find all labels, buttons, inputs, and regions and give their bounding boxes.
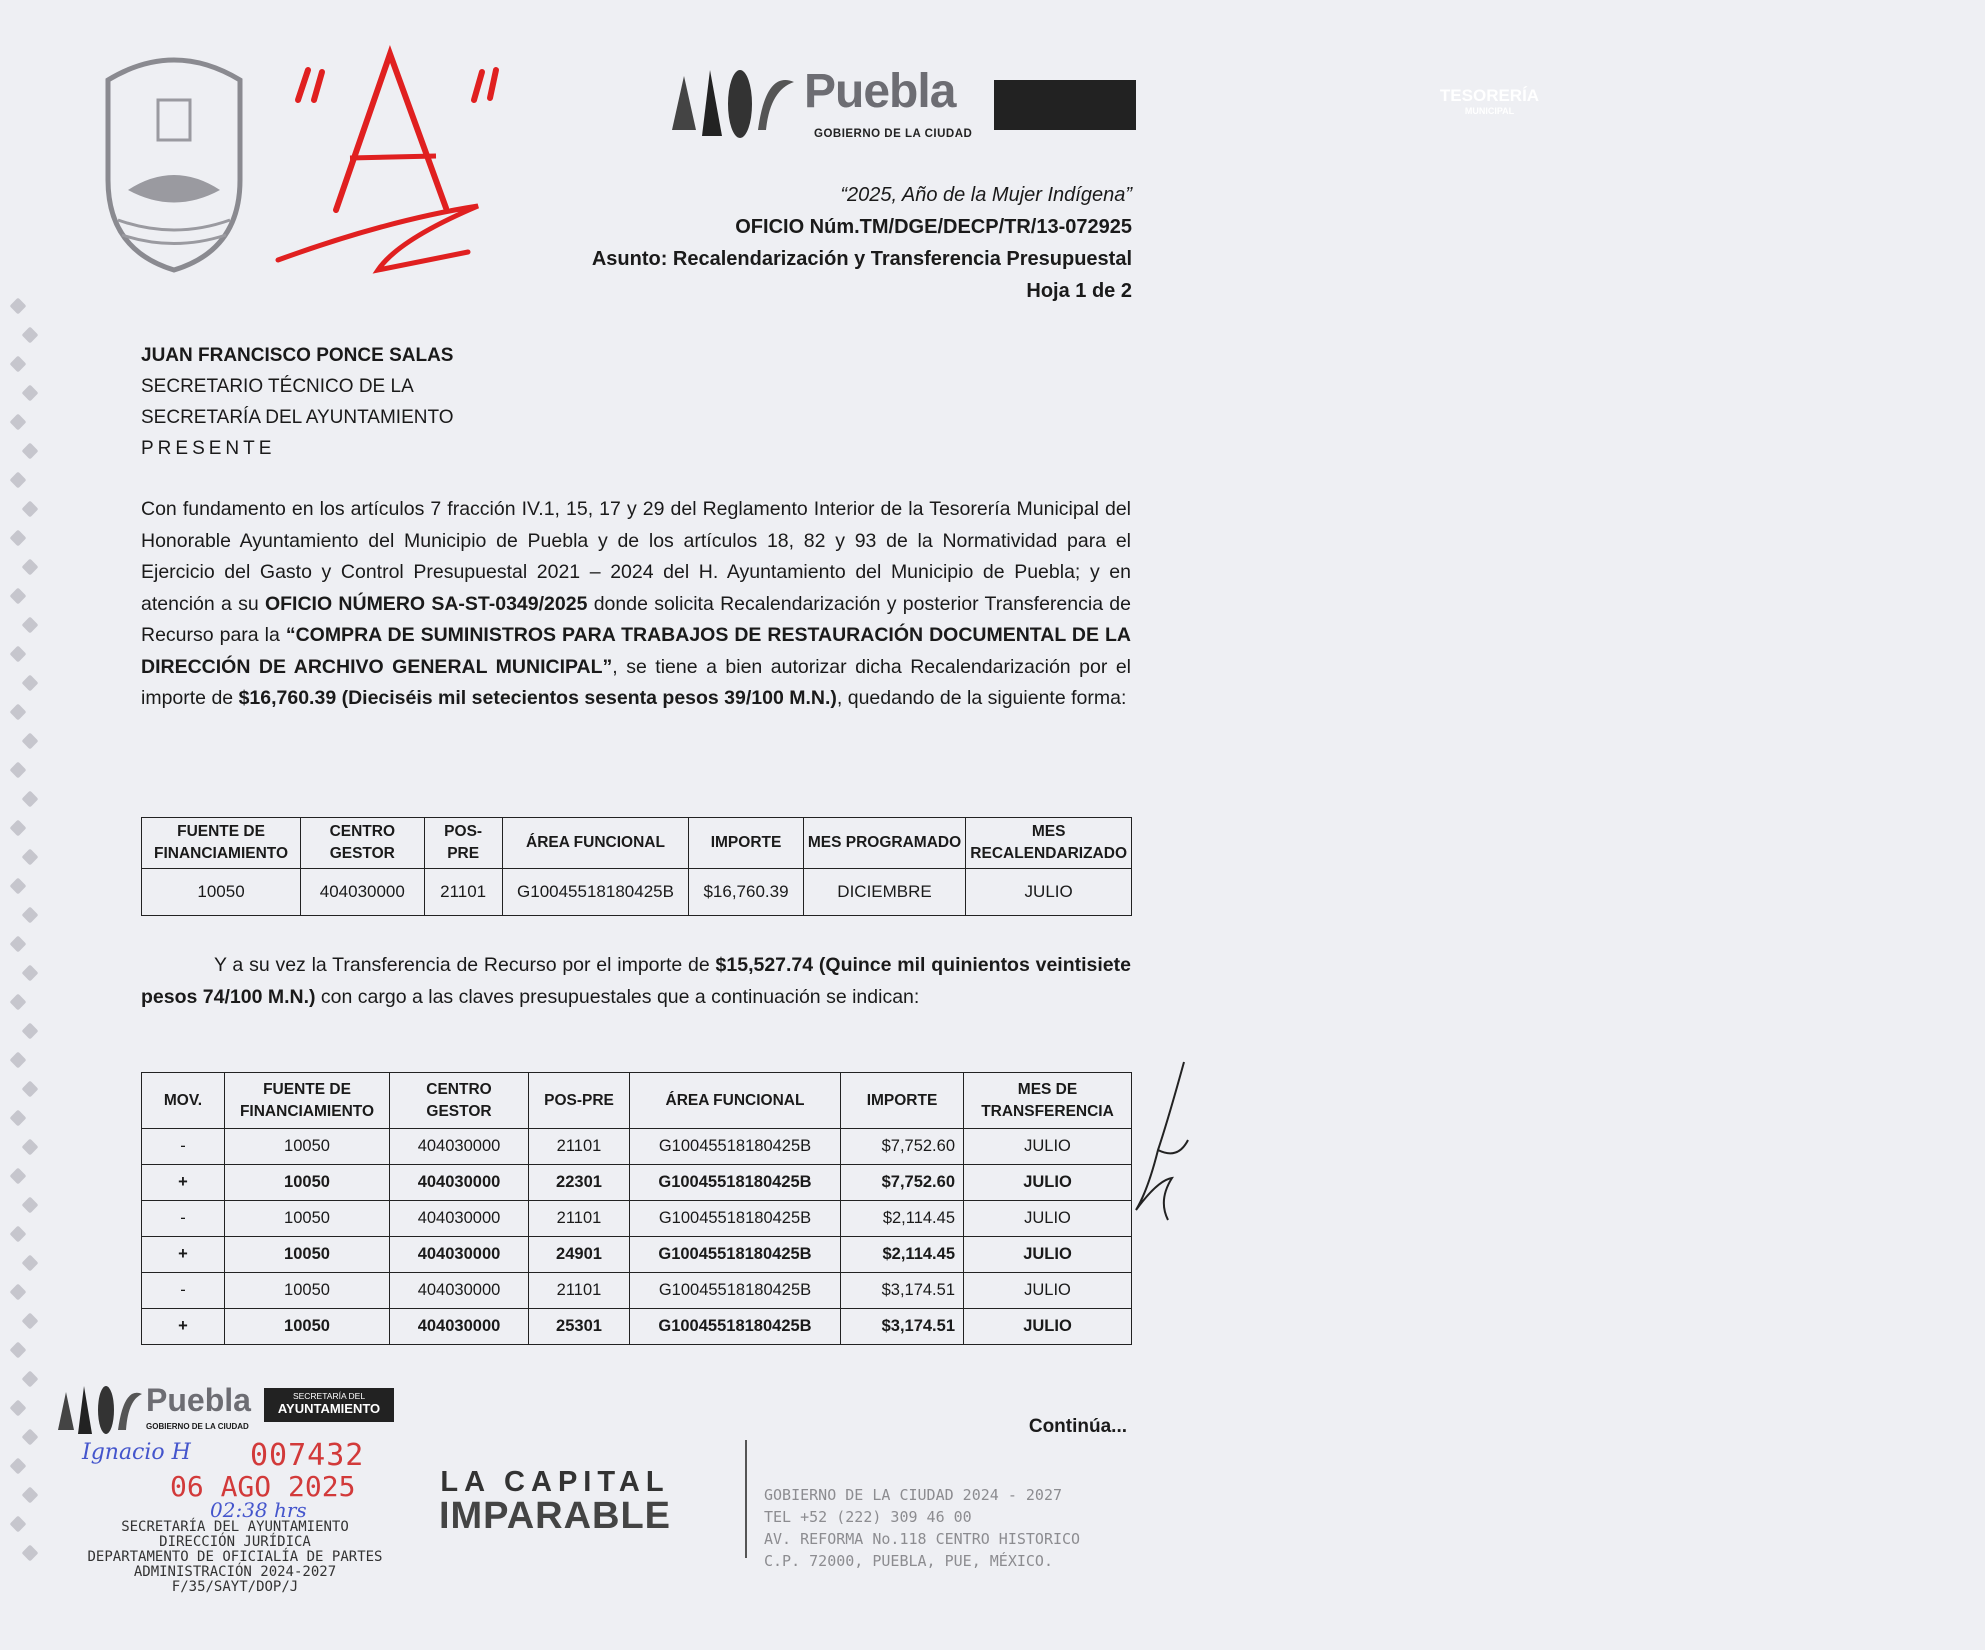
perforation-mark: [10, 1168, 27, 1185]
contact-block: [764, 1484, 1080, 1572]
logo-box: [994, 80, 1540, 130]
presente: PRESENTE: [141, 438, 276, 459]
stamp-text: [40, 1520, 430, 1595]
logo-box-subtitle: MUNICIPAL: [1464, 106, 1515, 116]
perforation-mark: [22, 965, 39, 982]
perforation-mark: [10, 1226, 27, 1243]
cell: $3,174.51: [841, 1273, 964, 1309]
cell: 21101: [529, 1273, 630, 1309]
perforation-mark: [10, 762, 27, 779]
stamp-line: DEPARTAMENTO DE OFICIALÍA DE PARTES: [87, 1549, 383, 1565]
signature-icon: [1128, 1060, 1198, 1230]
table-row: [142, 1273, 1132, 1309]
stamp-initials: Ignacio H: [82, 1440, 191, 1465]
cell: +: [142, 1165, 225, 1201]
col-area: ÁREA FUNCIONAL: [502, 818, 689, 869]
addressee-block: [141, 340, 454, 464]
perforation-mark: [22, 385, 39, 402]
motto: “2025, Año de la Mujer Indígena”: [840, 184, 1132, 206]
ay-box-line1: SECRETARÍA DEL: [292, 1391, 366, 1401]
p1-amount: $16,760.39 (Dieciséis mil setecientos sesenta pesos 39/100 M.N.): [238, 687, 837, 709]
p1-text-a: Con fundamento en los artículos 7 fracción IV.1, 15, 17 y 29 del Reglamento Interior de la Tesorería Municipal del Honorable Ayuntamiento del Municipio de Puebla y de los artículos 18, 82 y 93 de la Normatividad para el Ejercicio del Gasto y Control Presupuestal 2021 – 2024 del H. Ayuntamiento del Municipio de Puebla; y en atención a su: [141, 498, 1131, 615]
table-row: [142, 1165, 1132, 1201]
col-centro: CENTRO GESTOR: [390, 1073, 529, 1129]
col-mov: MOV.: [142, 1073, 225, 1129]
oficio-number: OFICIO Núm.TM/DGE/DECP/TR/13-072925: [735, 216, 1132, 238]
cell: 404030000: [390, 1309, 529, 1345]
col-fuente: FUENTE DE FINANCIAMIENTO: [142, 818, 301, 869]
cell: 404030000: [301, 869, 424, 916]
stamp-line: ADMINISTRACIÓN 2024-2027: [133, 1564, 337, 1580]
body-paragraph-2: [141, 950, 1131, 1013]
recalendarization-table: [141, 817, 1132, 916]
perforation-mark: [22, 1313, 39, 1330]
cell: $16,760.39: [689, 869, 804, 916]
perforation-mark: [10, 646, 27, 663]
perforation-mark: [22, 849, 39, 866]
cell: G10045518180425B: [630, 1129, 841, 1165]
perforation-mark: [10, 298, 27, 315]
puebla-crest-icon: [88, 40, 260, 276]
cell: DICIEMBRE: [803, 869, 966, 916]
cell: JULIO: [964, 1309, 1132, 1345]
perforation-mark: [10, 1458, 27, 1475]
stamp-time: 02:38 hrs: [210, 1498, 307, 1522]
perforation-mark: [22, 733, 39, 750]
perforation-mark: [10, 1516, 27, 1533]
cell: G10045518180425B: [630, 1201, 841, 1237]
cell: $2,114.45: [841, 1237, 964, 1273]
col-importe: IMPORTE: [689, 818, 804, 869]
col-mes-prog: MES PROGRAMADO: [803, 818, 966, 869]
perforation-mark: [22, 1255, 39, 1272]
perforation-mark: [10, 820, 27, 837]
cell: $2,114.45: [841, 1201, 964, 1237]
table-header-row: [142, 818, 1132, 869]
cell: -: [142, 1201, 225, 1237]
perforation-mark: [22, 675, 39, 692]
cell: 24901: [529, 1237, 630, 1273]
cell: JULIO: [964, 1129, 1132, 1165]
cell: G10045518180425B: [630, 1165, 841, 1201]
cell: $7,752.60: [841, 1129, 964, 1165]
table-header-row: [142, 1073, 1132, 1129]
addressee-title-1: SECRETARIO TÉCNICO DE LA: [141, 376, 414, 397]
cell: 10050: [225, 1165, 390, 1201]
cell: +: [142, 1309, 225, 1345]
cell: +: [142, 1237, 225, 1273]
table-row: [142, 1237, 1132, 1273]
p1-text-e: , se tiene a bien autorizar dicha Recalendarización por el importe de: [141, 655, 1131, 709]
p1-purpose: “COMPRA DE SUMINISTROS PARA TRABAJOS DE RESTAURACIÓN DOCUMENTAL DE LA DIRECCIÓN DE ARCHIVO GENERAL MUNICIPAL”: [141, 624, 1131, 678]
cell: JULIO: [964, 1201, 1132, 1237]
tesoreria-logo: [666, 56, 1540, 152]
cell: 404030000: [390, 1165, 529, 1201]
cell: 21101: [529, 1129, 630, 1165]
col-area: ÁREA FUNCIONAL: [630, 1073, 841, 1129]
perforation-mark: [22, 1487, 39, 1504]
slogan-line1: LA CAPITAL: [440, 1466, 670, 1498]
perforation-mark: [22, 327, 39, 344]
cell: 404030000: [390, 1201, 529, 1237]
contact-line: TEL +52 (222) 309 46 00: [764, 1508, 972, 1526]
perforation-mark: [22, 1545, 39, 1562]
cell: -: [142, 1129, 225, 1165]
perforation-mark: [22, 443, 39, 460]
perforation-mark: [10, 530, 27, 547]
cell: JULIO: [964, 1237, 1132, 1273]
perforation-mark: [22, 907, 39, 924]
ay-logo-name: Puebla: [146, 1382, 251, 1418]
cell: 10050: [225, 1273, 390, 1309]
p1-text-c: donde solicita Recalendarización y posterior Transferencia de Recurso para la: [141, 592, 1132, 646]
cell: $3,174.51: [841, 1309, 964, 1345]
perforation-strip: [6, 300, 46, 1600]
cell: JULIO: [966, 869, 1132, 916]
stamp-date: 06 AGO 2025: [170, 1470, 356, 1503]
logo-subtitle: GOBIERNO DE LA CIUDAD: [814, 128, 973, 140]
perforation-mark: [22, 559, 39, 576]
perforation-mark: [10, 472, 27, 489]
stamp-number: 007432: [250, 1438, 365, 1473]
ay-logo-subtitle: GOBIERNO DE LA CIUDAD: [146, 1422, 249, 1431]
transfer-table: [141, 1072, 1132, 1345]
cell: G10045518180425B: [630, 1273, 841, 1309]
cell: G10045518180425B: [630, 1309, 841, 1345]
perforation-mark: [22, 1139, 39, 1156]
perforation-mark: [10, 1052, 27, 1069]
logo-box-title: TESORERÍA: [1439, 86, 1540, 105]
cell: 404030000: [390, 1129, 529, 1165]
perforation-mark: [22, 1429, 39, 1446]
addressee-title-2: SECRETARÍA DEL AYUNTAMIENTO: [141, 407, 454, 428]
perforation-mark: [10, 1284, 27, 1301]
col-mes-recal: MES RECALENDARIZADO: [966, 818, 1132, 869]
perforation-mark: [22, 1023, 39, 1040]
city-emblem-icon: [666, 60, 796, 146]
col-pospre: POS-PRE: [529, 1073, 630, 1129]
ay-logo-box: [264, 1388, 394, 1422]
ay-box-line2: AYUNTAMIENTO: [277, 1401, 381, 1416]
table-row: [142, 1309, 1132, 1345]
footer-divider: [745, 1440, 747, 1558]
cell: -: [142, 1273, 225, 1309]
perforation-mark: [22, 617, 39, 634]
table-row: [142, 869, 1132, 916]
cell: JULIO: [964, 1273, 1132, 1309]
cell: 22301: [529, 1165, 630, 1201]
page-indicator: Hoja 1 de 2: [1026, 280, 1132, 302]
perforation-mark: [10, 1400, 27, 1417]
perforation-mark: [22, 1081, 39, 1098]
cell: G10045518180425B: [630, 1237, 841, 1273]
cell: 21101: [529, 1201, 630, 1237]
perforation-mark: [22, 1197, 39, 1214]
p1-oficio-ref: OFICIO NÚMERO SA-ST-0349/2025: [264, 592, 588, 615]
cell: 21101: [424, 869, 502, 916]
cell: JULIO: [964, 1165, 1132, 1201]
perforation-mark: [22, 501, 39, 518]
cell: $7,752.60: [841, 1165, 964, 1201]
cell: 10050: [225, 1129, 390, 1165]
perforation-mark: [10, 414, 27, 431]
perforation-mark: [10, 356, 27, 373]
ayuntamiento-logo: [54, 1378, 404, 1440]
slogan-line2: IMPARABLE: [438, 1495, 672, 1537]
stamp-line: SECRETARÍA DEL AYUNTAMIENTO: [121, 1519, 349, 1535]
stamp-line: F/35/SAYT/DOP/J: [171, 1579, 299, 1595]
table-row: [142, 1129, 1132, 1165]
p1-text-g: , quedando de la siguiente forma:: [836, 687, 1127, 709]
col-pospre: POS-PRE: [424, 818, 502, 869]
col-centro: CENTRO GESTOR: [301, 818, 424, 869]
cell: 10050: [225, 1201, 390, 1237]
handwritten-mark-icon: [278, 30, 538, 290]
cell: 404030000: [390, 1237, 529, 1273]
addressee-name: JUAN FRANCISCO PONCE SALAS: [141, 345, 454, 366]
perforation-mark: [10, 878, 27, 895]
logo-name: Puebla: [804, 65, 956, 118]
continues-label: Continúa...: [1028, 1416, 1127, 1437]
perforation-mark: [22, 791, 39, 808]
slogan: [400, 1466, 710, 1538]
table-row: [142, 1201, 1132, 1237]
body-paragraph-1: [141, 494, 1131, 715]
cell: 10050: [225, 1237, 390, 1273]
cell: 404030000: [390, 1273, 529, 1309]
contact-line: C.P. 72000, PUEBLA, PUE, MÉXICO.: [764, 1552, 1053, 1570]
col-importe: IMPORTE: [841, 1073, 964, 1129]
p2-amount: $15,527.74 (Quince mil quinientos veintisiete pesos 74/100 M.N.): [141, 954, 1131, 1008]
perforation-mark: [10, 588, 27, 605]
cell: 25301: [529, 1309, 630, 1345]
cell: 10050: [142, 869, 301, 916]
perforation-mark: [10, 1110, 27, 1127]
subject: Asunto: Recalendarización y Transferencia Presupuestal: [591, 248, 1132, 270]
city-emblem-small-icon: [54, 1378, 142, 1438]
contact-line: AV. REFORMA No.118 CENTRO HISTORICO: [764, 1530, 1081, 1548]
p2-text-c: con cargo a las claves presupuestales que a continuación se indican:: [315, 985, 920, 1008]
col-fuente: FUENTE DE FINANCIAMIENTO: [225, 1073, 390, 1129]
perforation-mark: [10, 704, 27, 721]
col-mes-transfer: MES DE TRANSFERENCIA: [964, 1073, 1132, 1129]
stamp-line: DIRECCIÓN JURÍDICA: [159, 1534, 311, 1550]
contact-line: GOBIERNO DE LA CIUDAD 2024 - 2027: [764, 1486, 1063, 1504]
p2-text-a: Y a su vez la Transferencia de Recurso por el importe de: [214, 954, 716, 976]
perforation-mark: [10, 936, 27, 953]
cell: 10050: [225, 1309, 390, 1345]
perforation-mark: [10, 1342, 27, 1359]
perforation-mark: [22, 1371, 39, 1388]
perforation-mark: [10, 994, 27, 1011]
cell: G10045518180425B: [502, 869, 689, 916]
